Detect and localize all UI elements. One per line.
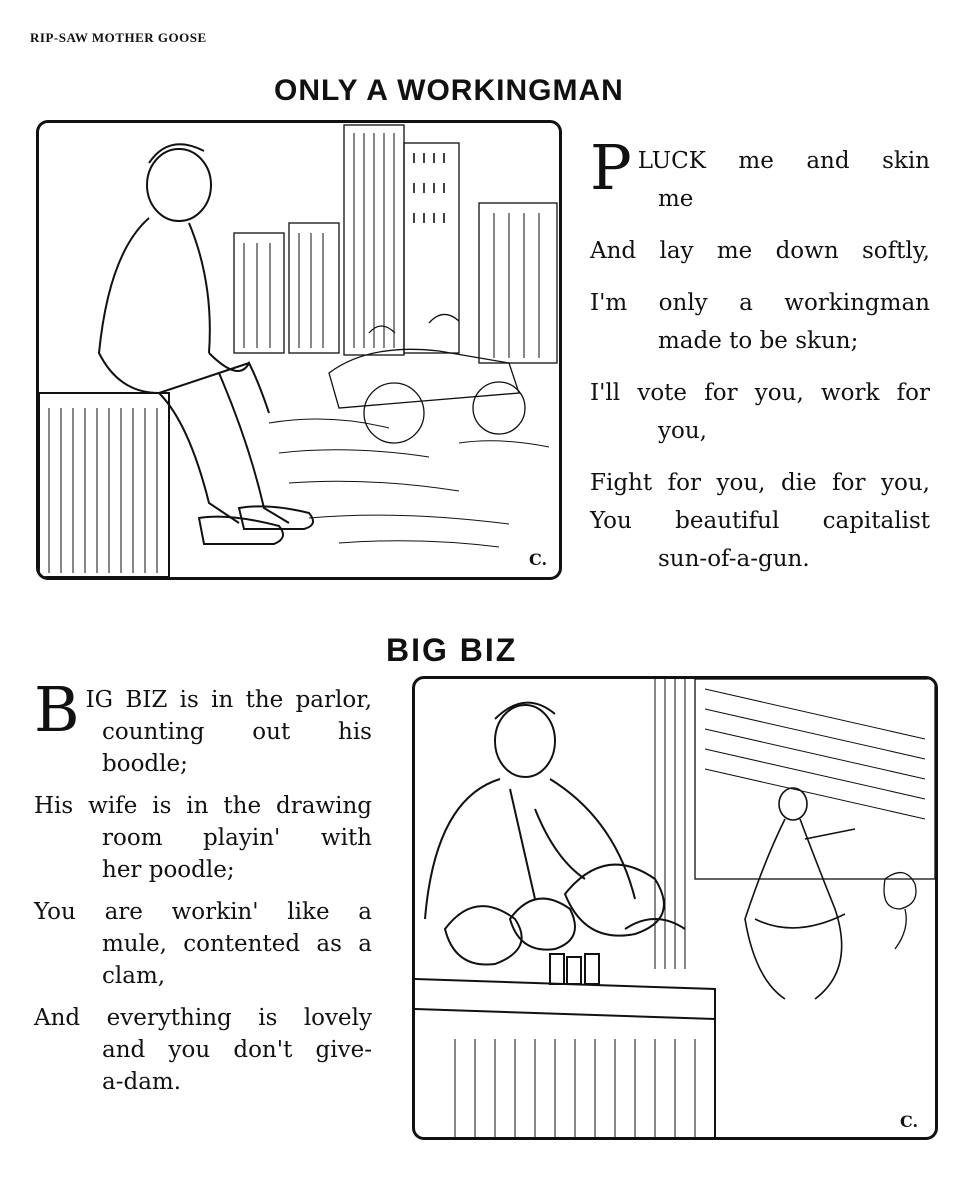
poem-title-big-biz: BIG BIZ [386,632,518,668]
running-head: RIP-SAW MOTHER GOOSE [30,30,207,45]
illustration-workingman [36,120,562,580]
verse-line: You beautiful capitalist [590,508,930,534]
verse-line: and you don't give- [102,1037,372,1063]
verse-line: her poodle; [102,857,235,883]
verse-line: And lay me down softly, [590,238,930,264]
drop-cap: P [590,131,632,204]
verse-line: His wife is in the drawing [34,793,372,819]
verse-line: boodle; [102,751,188,777]
poem-verse-big-biz [34,673,372,1108]
verse-line: counting out his [102,719,372,745]
verse-line: clam, [102,963,166,989]
verse-line: You are workin' like a [34,899,372,925]
verse-line: room playin' with [102,825,372,851]
illustration-signature: C. [529,550,548,569]
verse-line: mule, contented as a [102,931,372,957]
verse-line: IG BIZ is in the parlor, [85,687,372,713]
verse-line: sun-of-a-gun. [658,546,810,572]
verse-line: Fight for you, die for you, [590,470,930,496]
verse-line: you, [658,418,707,444]
poem-title-workingman: ONLY A WORKINGMAN [274,74,624,107]
verse-line: made to be skun; [658,328,859,354]
poem-verse-workingman [590,131,930,592]
verse-line: I'm only a workingman [590,290,930,316]
illustration-big-biz [412,676,938,1140]
illustration-signature: C. [900,1112,919,1131]
verse-line: LUCK me and skin [637,148,930,174]
drop-cap: B [34,673,80,746]
verse-line: me [658,186,694,212]
verse-line: a-dam. [102,1069,182,1095]
verse-line: And everything is lovely [34,1005,372,1031]
verse-line: I'll vote for you, work for [590,380,930,406]
